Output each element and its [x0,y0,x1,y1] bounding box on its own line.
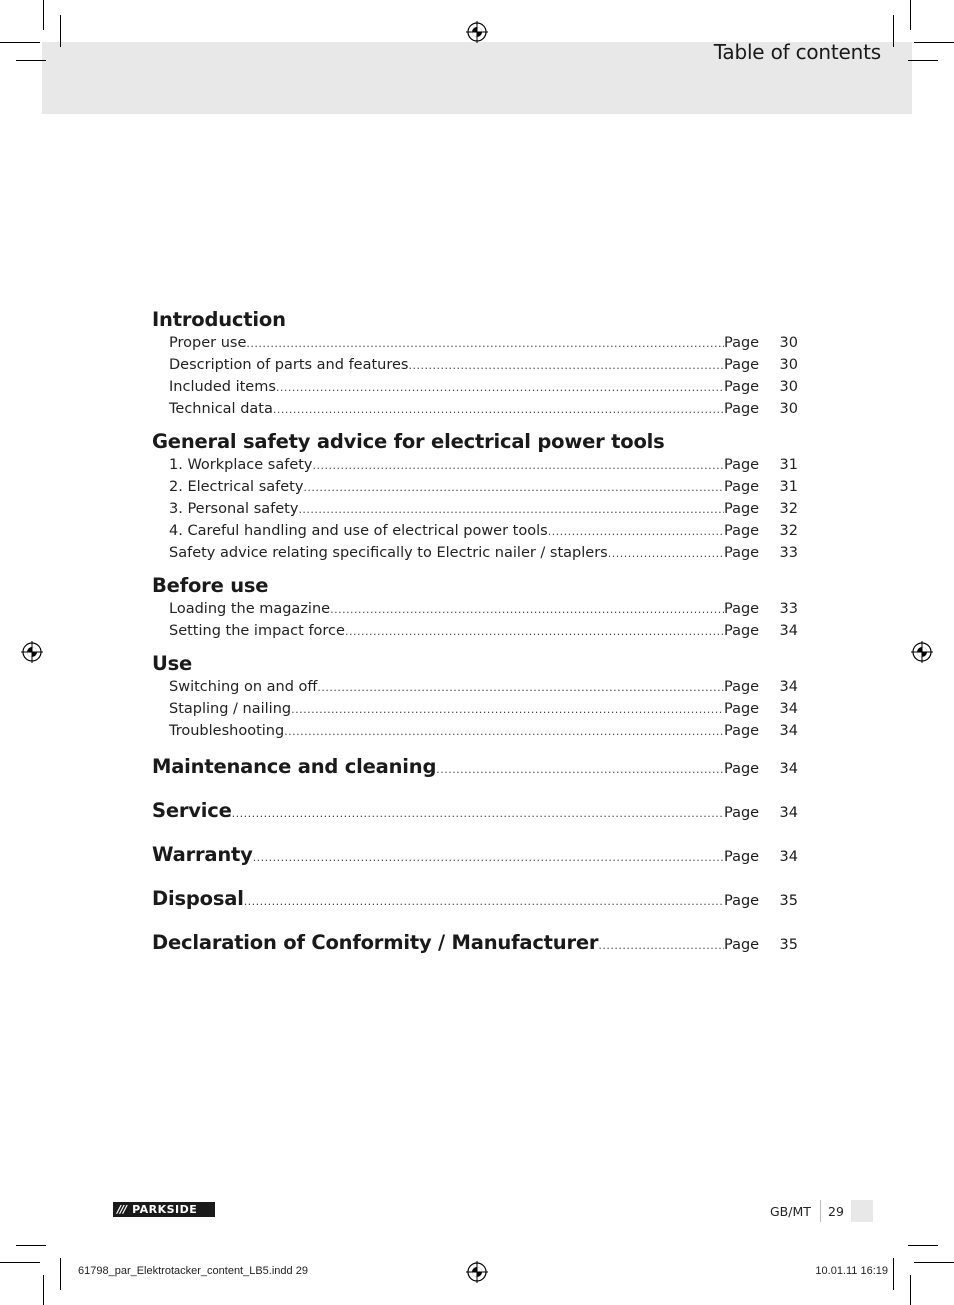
toc-entry[interactable] [152,476,798,498]
toc-entry[interactable] [152,354,798,376]
page-number: 34 [779,805,798,821]
entry-label: 3. Personal safety [169,501,299,517]
page-word: Page [724,545,760,561]
page-word: Page [724,723,760,739]
leader-dots [598,931,724,961]
page-word: Page [724,501,760,517]
toc-section-introduction [152,308,798,420]
page-number: 34 [779,623,798,639]
page-number: 32 [779,523,798,539]
page-word: Page [724,701,760,717]
toc-heading-entry[interactable] [152,840,798,884]
footer-tab [851,1200,873,1222]
logo-text: PARKSIDE [132,1203,198,1216]
footer-divider [820,1200,821,1222]
page-word: Page [724,623,760,639]
page-word: Page [724,379,760,395]
leader-dots [317,677,724,699]
toc-entry[interactable] [152,332,798,354]
page-title: Table of contents [713,40,881,64]
toc-entry[interactable] [152,620,798,642]
leader-dots [244,887,724,917]
entry-label: Safety advice relating specifically to Electric nailer / staplers [169,545,608,561]
leader-dots [273,399,724,421]
page-number: 30 [779,401,798,417]
leader-dots [436,755,724,785]
page-word: Page [724,937,760,953]
entry-label: Setting the impact force [169,623,345,639]
toc-section-use [152,652,798,742]
toc-section-before-use [152,574,798,642]
page-number: 34 [779,679,798,695]
leader-dots [313,455,724,477]
language-code: GB/MT [770,1204,811,1219]
page-word: Page [724,335,760,351]
page-word: Page [724,893,760,909]
page-word: Page [724,357,760,373]
toc-entry[interactable] [152,598,798,620]
toc-entry[interactable] [152,498,798,520]
toc-entry[interactable] [152,720,798,742]
entry-label: 4. Careful handling and use of electrical power tools [169,523,548,539]
page-number: 34 [779,849,798,865]
table-of-contents [152,308,798,972]
leader-dots [253,843,724,873]
page-number: 34 [779,701,798,717]
slug-filename: 61798_par_Elektrotacker_content_LB5.indd 29 [78,1265,308,1277]
entry-label: Loading the magazine [169,601,331,617]
toc-entry[interactable] [152,698,798,720]
entry-label: 2. Electrical safety [169,479,304,495]
section-heading[interactable]: Introduction [152,308,286,331]
page-word: Page [724,401,760,417]
page-word: Page [724,805,760,821]
toc-heading-entry[interactable] [152,796,798,840]
toc-entry[interactable] [152,676,798,698]
entry-label: Warranty [152,843,253,866]
entry-label: Description of parts and features [169,357,409,373]
page-number: 35 [779,937,798,953]
registration-mark-icon [466,21,488,43]
page-word: Page [724,679,760,695]
page-number: 30 [779,357,798,373]
page-word: Page [724,849,760,865]
page-number: 30 [779,379,798,395]
toc-heading-entry[interactable] [152,928,798,972]
entry-label: Switching on and off [169,679,318,695]
leader-dots [291,699,724,721]
entry-label: 1. Workplace safety [169,457,313,473]
leader-dots [284,721,724,743]
slug-timestamp: 10.01.11 16:19 [815,1265,888,1277]
toc-entry[interactable] [152,520,798,542]
page-word: Page [724,523,760,539]
section-heading[interactable]: Before use [152,574,269,597]
page-number-footer: 29 [828,1204,844,1219]
leader-dots [345,621,724,643]
registration-mark-icon [466,1261,488,1283]
toc-section-general-safety [152,430,798,564]
toc-heading-entry[interactable] [152,884,798,928]
leader-dots [608,543,724,565]
leader-dots [303,477,724,499]
entry-label: Technical data [169,401,273,417]
entry-label: Stapling / nailing [169,701,292,717]
entry-label: Service [152,799,232,822]
registration-mark-icon [21,641,43,663]
toc-entry[interactable] [152,376,798,398]
leader-dots [548,521,724,543]
entry-label: Included items [169,379,276,395]
page-word: Page [724,457,760,473]
leader-dots [232,799,724,829]
page-number: 30 [779,335,798,351]
page-number: 32 [779,501,798,517]
page-word: Page [724,761,760,777]
toc-entry[interactable] [152,542,798,564]
leader-dots [298,499,724,521]
parkside-logo [113,1202,215,1217]
page-word: Page [724,479,760,495]
page-number: 35 [779,893,798,909]
toc-heading-entry[interactable] [152,752,798,796]
entry-label: Maintenance and cleaning [152,755,437,778]
toc-entry[interactable] [152,398,798,420]
section-heading[interactable]: General safety advice for electrical power tools [152,430,665,453]
registration-mark-icon [911,641,933,663]
entry-label: Proper use [169,335,247,351]
page-number: 31 [779,479,798,495]
page-number: 33 [779,545,798,561]
page-word: Page [724,601,760,617]
entry-label: Disposal [152,887,244,910]
page-number: 34 [779,761,798,777]
leader-dots [246,333,724,355]
entry-label: Declaration of Conformity / Manufacturer [152,931,599,954]
page-number: 31 [779,457,798,473]
leader-dots [276,377,724,399]
leader-dots [330,599,724,621]
logo-stripes: /// [117,1203,127,1216]
page-number: 34 [779,723,798,739]
toc-entry[interactable] [152,454,798,476]
section-heading[interactable]: Use [152,652,193,675]
leader-dots [408,355,724,377]
entry-label: Troubleshooting [169,723,285,739]
page-number: 33 [779,601,798,617]
